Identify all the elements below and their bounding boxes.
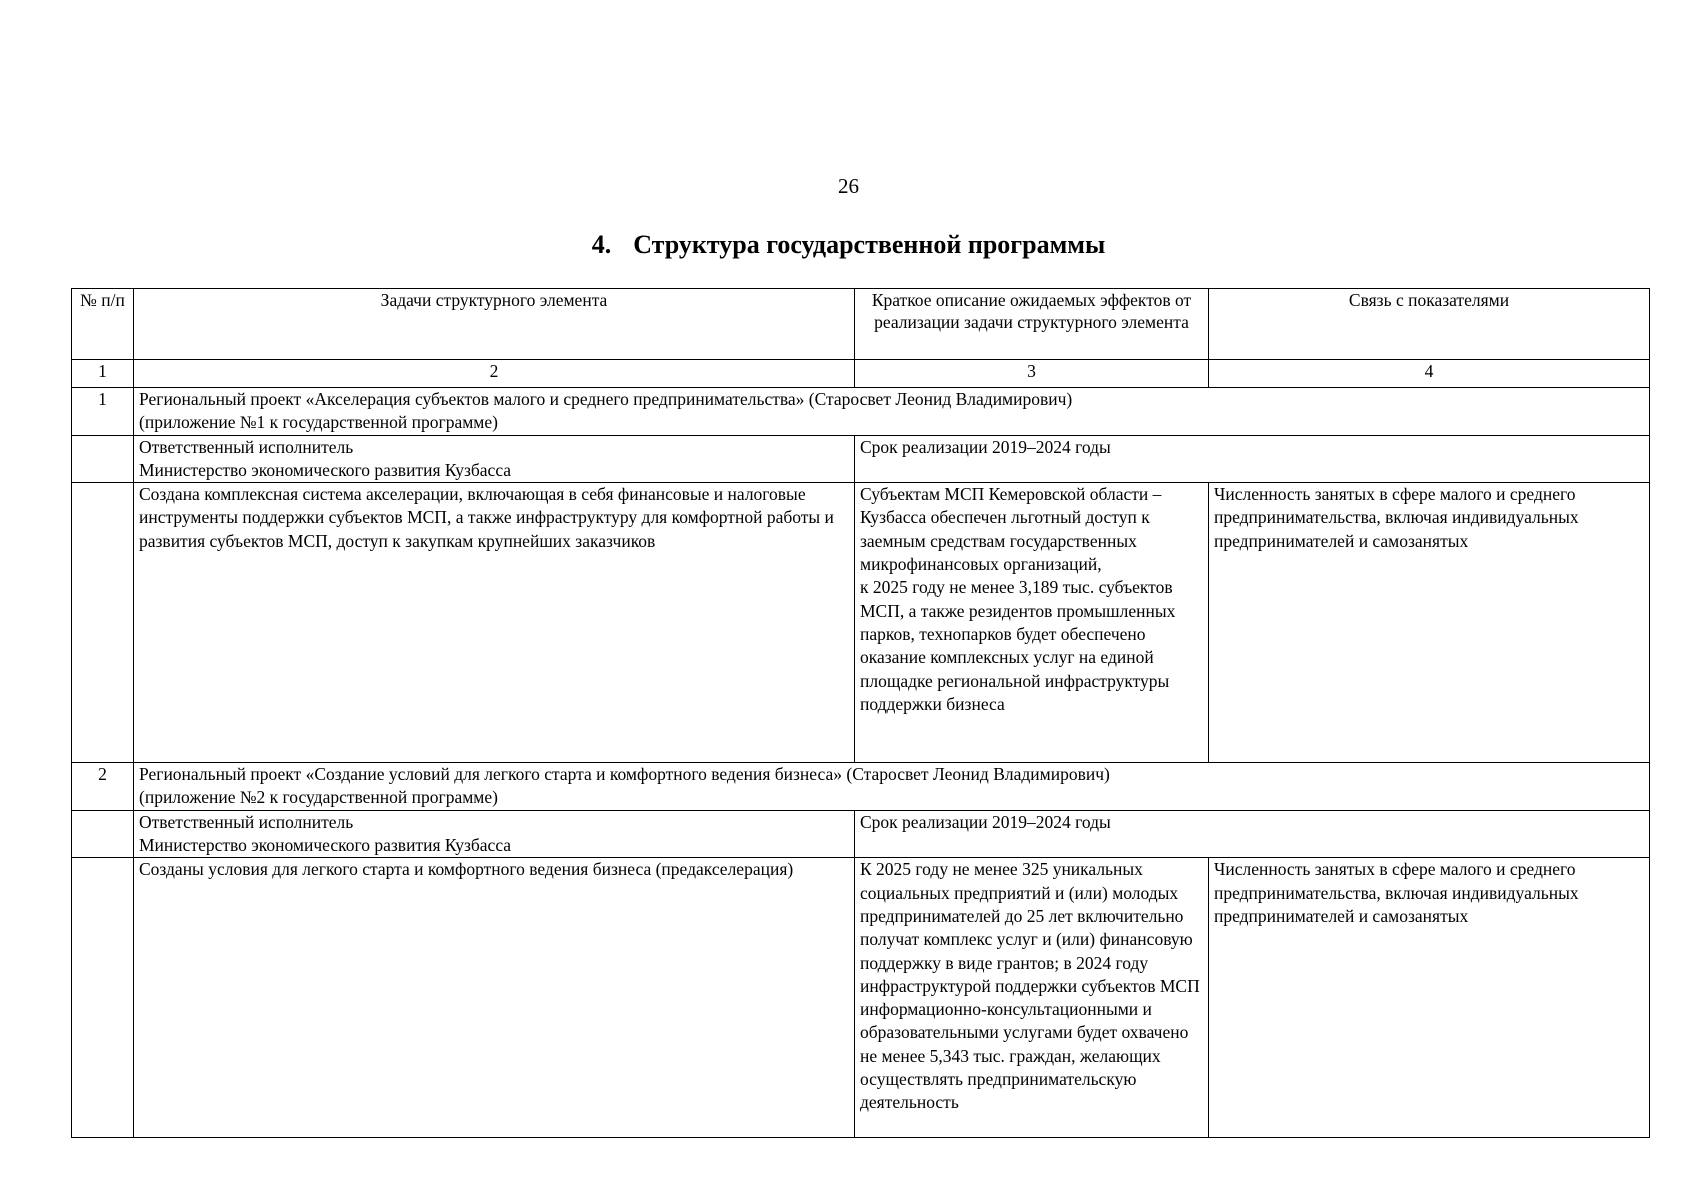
project-title (134, 388, 1650, 436)
column-number: 1 (72, 360, 134, 388)
executor-name: Министерство экономического развития Кузбасса (139, 459, 512, 480)
project-task-row (72, 483, 1650, 763)
section-title-text: Структура государственной программы (633, 230, 1106, 259)
effect-text: Субъектам МСП Кемеровской области – Кузбасса обеспечен льготный доступ к заемным средствам государственных микрофинансовых организаций, (860, 484, 1162, 575)
indicator-cell: Численность занятых в сфере малого и среднего предпринимательства, включая индивидуальных предпринимателей и самозанятых (1209, 858, 1650, 1138)
task-cell: Создана комплексная система акселерации, включающая в себя финансовые и налоговые инструменты поддержки субъектов МСП, а также инфраструктуру для комфортной работы и развития субъектов МСП, доступ к закупкам крупнейших заказчиков (134, 483, 855, 763)
empty-cell (72, 858, 134, 1138)
executor-cell (134, 435, 855, 483)
project-executor-row (72, 810, 1650, 858)
executor-label: Ответственный исполнитель (139, 811, 354, 832)
page-number: 26 (838, 174, 859, 198)
project-title-row (72, 388, 1650, 436)
effect-text: к 2025 году не менее 3,189 тыс. субъектов МСП, а также резидентов промышленных парков, технопарков будет обеспечено оказание комплексных услуг на единой площадке региональной инфраструктуры поддержки бизнеса (860, 577, 1176, 714)
column-number: 4 (1209, 360, 1650, 388)
project-title (134, 763, 1650, 811)
empty-cell (72, 810, 134, 858)
executor-cell (134, 810, 855, 858)
header-tasks: Задачи структурного элемента (134, 289, 855, 360)
column-number: 3 (855, 360, 1209, 388)
project-title-row (72, 763, 1650, 811)
project-appendix-line: (приложение №2 к государственной программе) (139, 787, 498, 808)
project-executor-row (72, 435, 1650, 483)
executor-label: Ответственный исполнитель (139, 436, 354, 457)
project-appendix-line: (приложение №1 к государственной программе) (139, 412, 498, 433)
section-title (0, 230, 1697, 260)
empty-cell (72, 483, 134, 763)
term-cell: Срок реализации 2019–2024 годы (855, 435, 1650, 483)
project-title-line: Региональный проект «Акселерация субъектов малого и среднего предпринимательства» (Старосвет Леонид Владимирович) (139, 389, 1073, 409)
project-number: 2 (72, 763, 134, 811)
table-header-row (72, 289, 1650, 360)
column-numbers-row (72, 360, 1650, 388)
project-task-row (72, 858, 1650, 1138)
task-cell: Созданы условия для легкого старта и комфортного ведения бизнеса (предакселерация) (134, 858, 855, 1138)
header-effects: Краткое описание ожидаемых эффектов от реализации задачи структурного элемента (855, 289, 1209, 360)
effect-cell (855, 483, 1209, 763)
project-number: 1 (72, 388, 134, 436)
term-cell: Срок реализации 2019–2024 годы (855, 810, 1650, 858)
program-structure-table (71, 288, 1650, 1138)
header-indicators: Связь с показателями (1209, 289, 1650, 360)
indicator-cell: Численность занятых в сфере малого и среднего предпринимательства, включая индивидуальных предпринимателей и самозанятых (1209, 483, 1650, 763)
header-number: № п/п (72, 289, 134, 360)
project-title-line: Региональный проект «Создание условий для легкого старта и комфортного ведения бизнеса» (Старосвет Леонид Владимирович) (139, 764, 1110, 785)
section-number: 4. (591, 230, 612, 259)
effect-cell: К 2025 году не менее 325 уникальных социальных предприятий и (или) молодых предпринимателей до 25 лет включительно получат комплекс услуг и (или) финансовую поддержку в виде грантов; в 2024 году инфраструктурой поддержки субъектов МСП информационно-консультационными и образовательными услугами будет охвачено не менее 5,343 тыс. граждан, желающих осуществлять предпринимательскую деятельность (855, 858, 1209, 1138)
column-number: 2 (134, 360, 855, 388)
empty-cell (72, 435, 134, 483)
executor-name: Министерство экономического развития Кузбасса (139, 835, 512, 856)
